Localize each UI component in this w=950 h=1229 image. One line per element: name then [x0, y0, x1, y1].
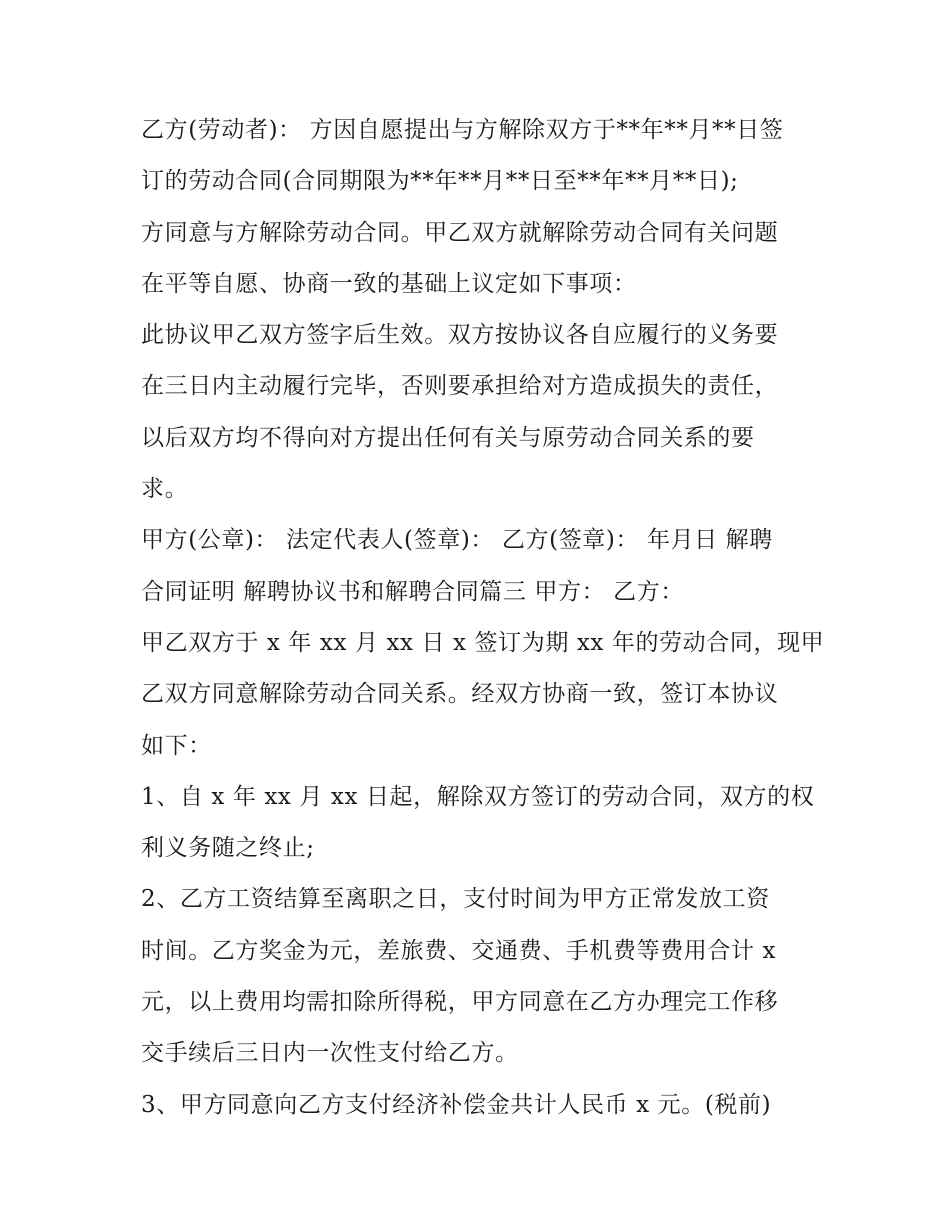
text-line: 2、乙方工资结算至离职之日，支付时间为甲方正常发放工资 [141, 886, 770, 913]
text-line: 在平等自愿、协商一致的基础上议定如下事项： [141, 270, 637, 297]
text-line: 乙方(劳动者)： 方因自愿提出与方解除双方于**年**月**日签 [141, 117, 784, 143]
text-line: 以后双方均不得向对方提出任何有关与原劳动合同关系的要 [141, 424, 755, 451]
document-body [141, 105, 825, 1131]
text-line: 合同证明 解聘协议书和解聘合同篇三 甲方： 乙方： [141, 578, 684, 605]
text-line: 如下： [141, 732, 212, 759]
text-line: 3、甲方同意向乙方支付经济补偿金共计人民币 x 元。(税前) [141, 1091, 772, 1118]
text-line: 1、自 x 年 xx 月 xx 日起，解除双方签订的劳动合同，双方的权 [141, 783, 815, 810]
text-line: 交手续后三日内一次性支付给乙方。 [141, 1040, 519, 1067]
text-line: 元，以上费用均需扣除所得税，甲方同意在乙方办理完工作移 [141, 989, 779, 1016]
text-line: 时间。乙方奖金为元，差旅费、交通费、手机费等费用合计 x [141, 937, 777, 964]
text-line: 乙双方同意解除劳动合同关系。经双方协商一致，签订本协议 [141, 681, 779, 708]
text-line: 甲方(公章)： 法定代表人(签章)： 乙方(签章)： 年月日 解聘 [141, 527, 773, 554]
text-line: 方同意与方解除劳动合同。甲乙双方就解除劳动合同有关问题 [141, 219, 779, 246]
text-line: 甲乙双方于 x 年 xx 月 xx 日 x 签订为期 xx 年的劳动合同，现甲 [141, 629, 825, 656]
text-line: 求。 [141, 476, 189, 503]
text-line: 利义务随之终止; [141, 835, 315, 862]
text-line: 订的劳动合同(合同期限为**年**月**日至**年**月**日); [141, 168, 739, 195]
text-line: 此协议甲乙双方签字后生效。双方按协议各自应履行的义务要 [141, 322, 779, 349]
text-line: 在三日内主动履行完毕，否则要承担给对方造成损失的责任， [141, 373, 779, 400]
